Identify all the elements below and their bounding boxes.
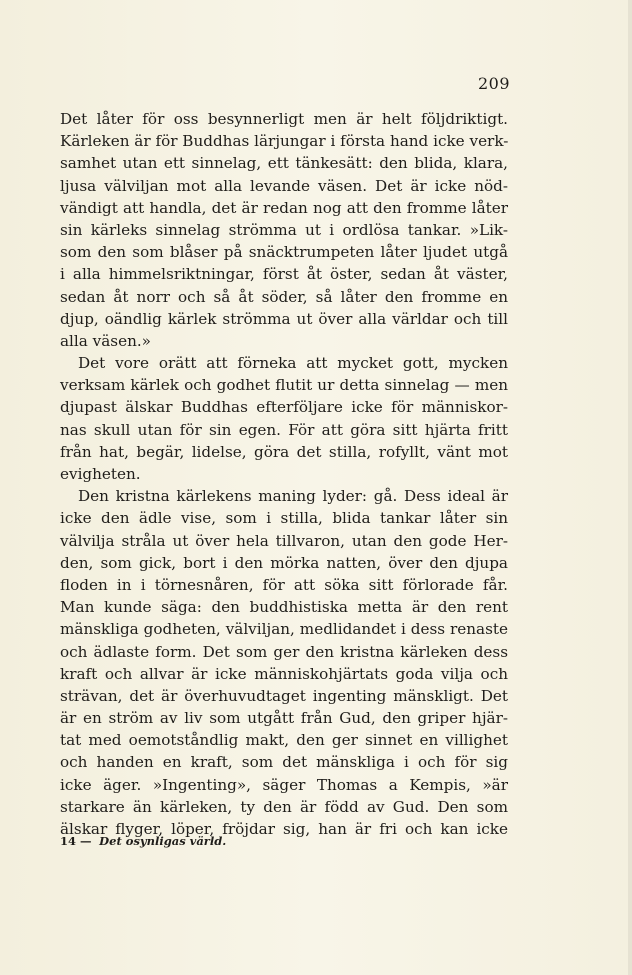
text-line: och ädlaste form. Det som ger den kristna kärleken dess [60,642,508,661]
text-line: djupast älskar Buddhas efterföljare icke för människor- [60,398,508,417]
text-line: tat med oemotståndlig makt, den ger sinnet en villighet [60,731,508,750]
page-number: 209 [477,74,510,93]
text-line: mänskliga godheten, välviljan, medlidandet i dess renaste [60,620,508,639]
text-line: Kärleken är för Buddhas lärjungar i första hand icke verk- [60,132,509,151]
text-line: verksam kärlek och godhet flutit ur detta sinnelag — men [60,376,508,395]
text-line: i alla himmelsriktningar, först åt öster, sedan åt väster, [60,265,508,284]
text-line: välvilja stråla ut över hela tillvaron, utan den gode Her- [60,531,508,550]
text-line: evigheten. [60,465,141,483]
text-line: älskar flyger, löper, fröjdar sig, han är fri och kan icke [60,820,508,838]
text-line: starkare än kärleken, ty den är född av Gud. Den som [60,797,508,816]
text-line: sin kärleks sinnelag strömma ut i ordlösa tankar. »Lik- [60,220,508,239]
text-line: floden in i törnesnåren, för att söka sitt förlorade får. [60,575,508,594]
page-edge [628,0,632,975]
text-line: som den som blåser på snäcktrumpeten låter ljudet utgå [60,243,508,262]
text-line: icke äger. »Ingenting», säger Thomas a Kempis, »är [60,775,508,794]
text-line: samhet utan ett sinnelag, ett tänkesätt: den blida, klara, [60,154,508,173]
text-line: icke den ädle vise, som i stilla, blida tankar låter sin [60,509,508,528]
text-line: är en ström av liv som utgått från Gud, den griper hjär- [60,709,508,728]
text-line: djup, oändlig kärlek strömma ut över alla världar och till [60,309,508,328]
text-line: nas skull utan för sin egen. För att göra sitt hjärta fritt [60,420,508,439]
text-line: Man kunde säga: den buddhistiska metta är den rent [60,598,508,617]
text-line: Det låter för oss besynnerligt men är helt följdriktigt. [60,110,508,128]
text-line: Det vore orätt att förneka att mycket gott, mycken [78,354,508,373]
body-text [60,108,508,840]
text-line: och handen en kraft, som det mänskliga i och för sig [60,753,508,772]
text-line: ljusa välviljan mot alla levande väsen. Det är icke nöd- [60,176,508,195]
text-line: alla väsen.» [60,331,151,350]
text-line: Den kristna kärlekens maning lyder: gå. Dess ideal är [78,487,508,506]
signature-title: Det osynligas värld. [99,834,227,848]
text-line: vändigt att handla, det är redan nog att den fromme låter [60,198,508,217]
text-line: kraft och allvar är icke människohjärtats goda vilja och [60,664,508,683]
text-line: strävan, det är överhuvudtaget ingenting mänskligt. Det [60,686,508,705]
text-line: den, som gick, bort i den mörka natten, över den djupa [60,553,508,572]
text-line: sedan åt norr och så åt söder, så låter den fromme en [60,287,508,306]
signature-mark [60,834,226,848]
text-line: från hat, begär, lidelse, göra det stilla, rofyllt, vänt mot [60,442,508,461]
signature-number: 14 — [60,834,92,848]
